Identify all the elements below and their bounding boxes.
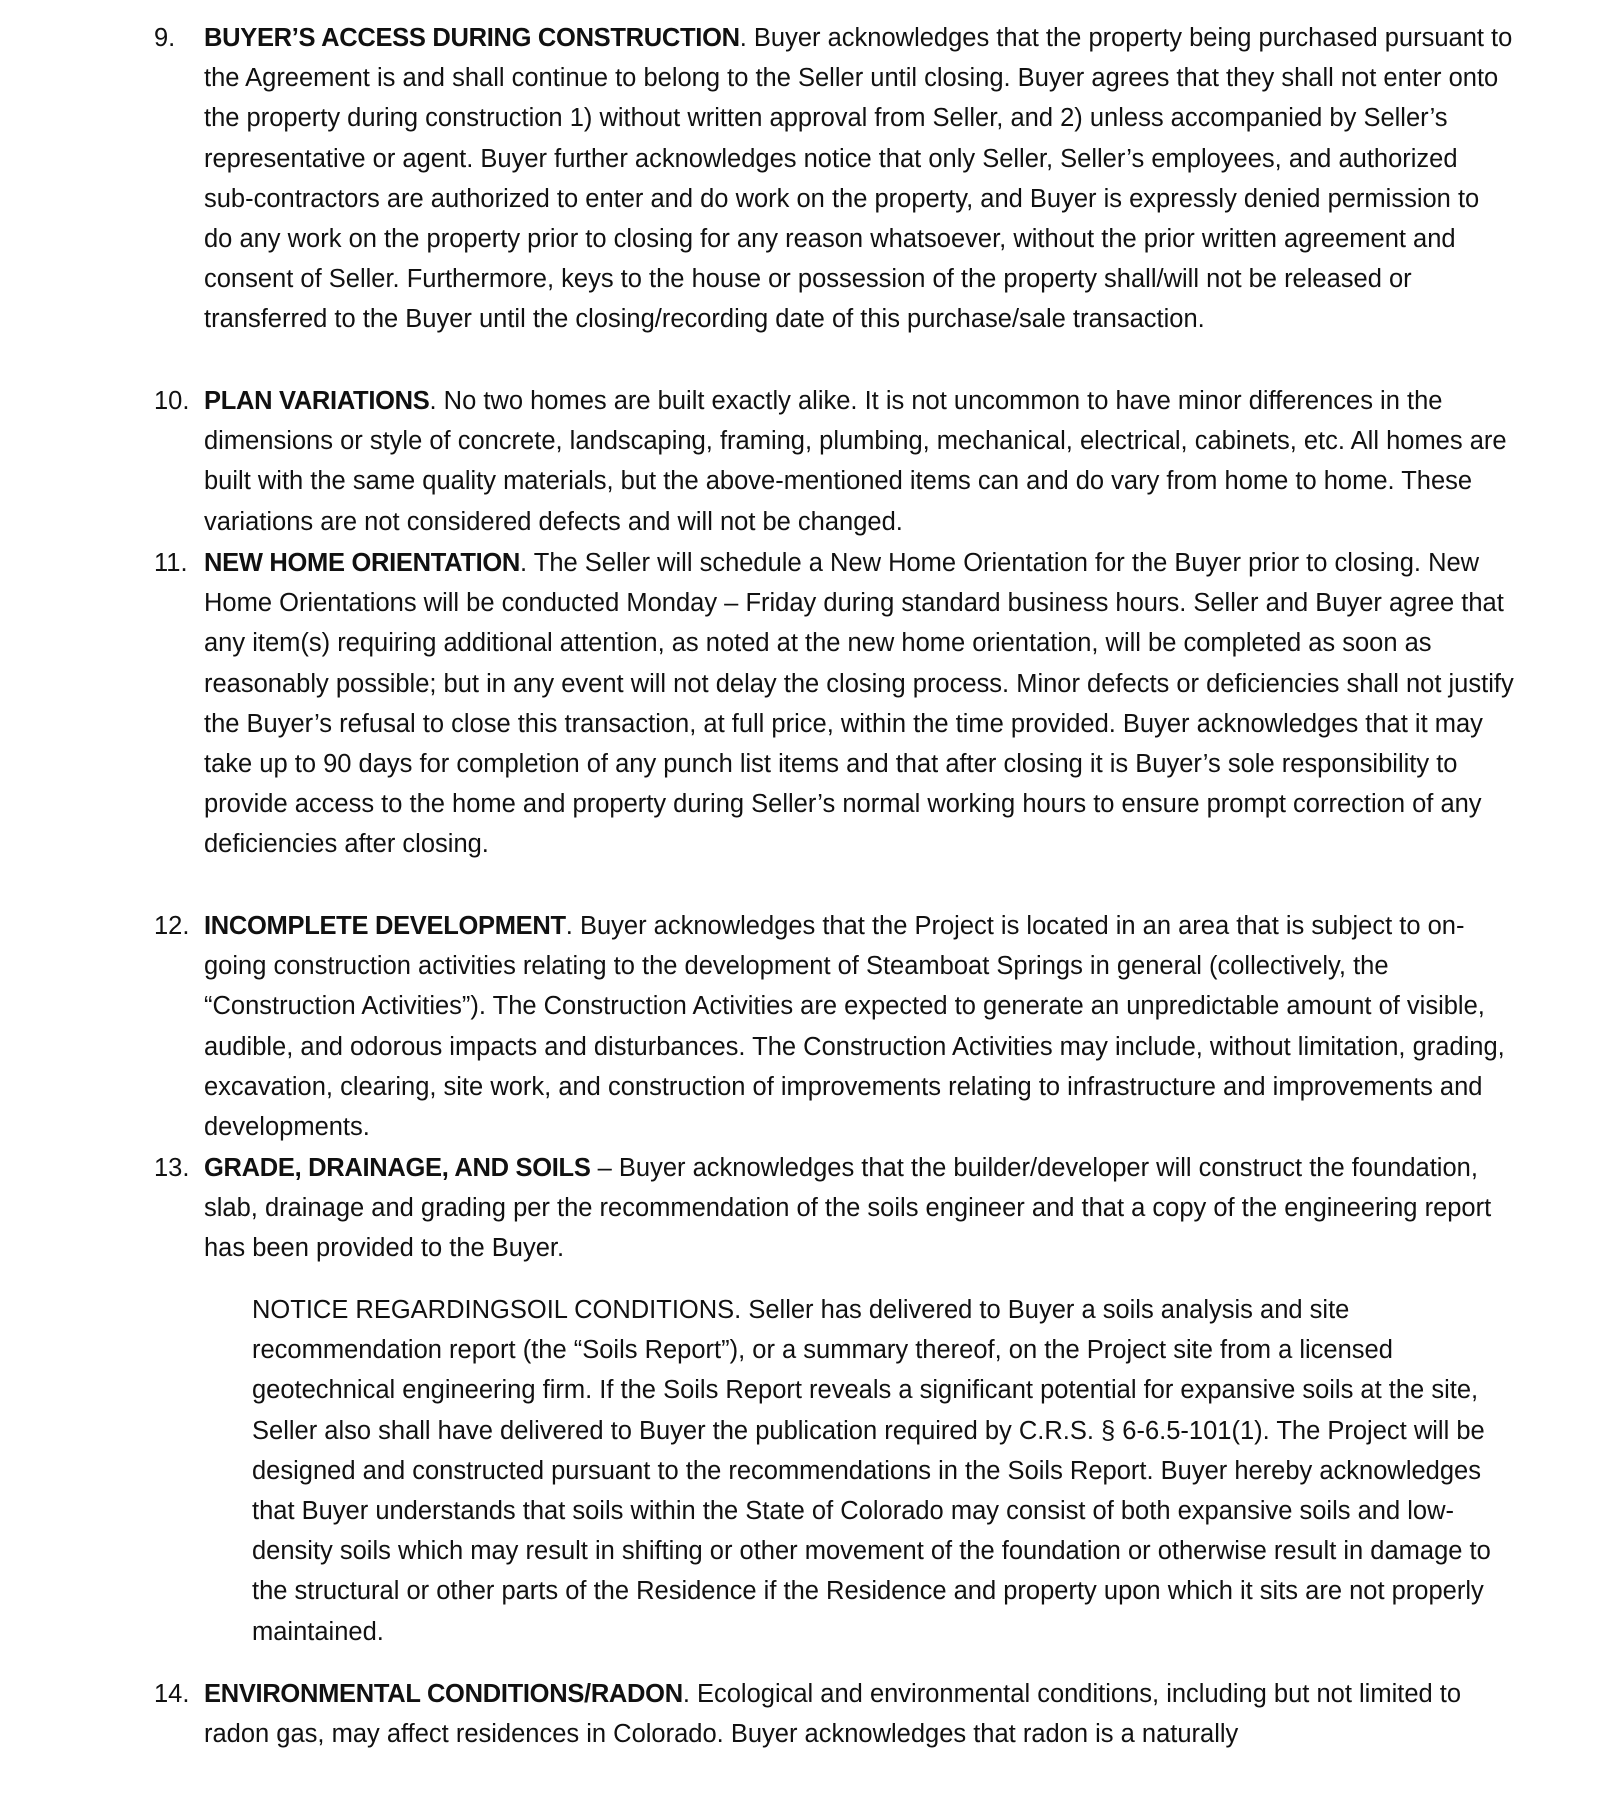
clause-title-separator: – <box>590 1154 612 1182</box>
clause-body <box>204 18 1514 340</box>
clause-text: The Seller will schedule a New Home Orientation for the Buyer prior to closing. New Home Orientations will be conducted Monday – Friday during standard business hours. Seller and Buyer agree that any item(s) requiring additional attention, as noted at the new home orientation, will be completed as soon as reasonably possible; but in any event will not delay the closing process. Minor defects or deficiencies shall not justify the Buyer’s refusal to close this transaction, at full price, within the time provided. Buyer acknowledges that it may take up to 90 days for completion of any punch list items and that after closing it is Buyer’s sole responsibility to provide access to the home and property during Seller’s normal working hours to ensure prompt correction of any deficiencies after closing. <box>204 549 1514 859</box>
clause-title: ENVIRONMENTAL CONDITIONS/RADON <box>204 1680 683 1708</box>
soil-conditions-notice: NOTICE REGARDINGSOIL CONDITIONS. Seller has delivered to Buyer a soils analysis and site recommendation report (the “Soils Report”), or a summary thereof, on the Project site from a licensed geotechnical engineering firm. If the Soils Report reveals a significant potential for expansive soils at the site, Seller also shall have delivered to Buyer the publication required by C.R.S. § 6-6.5-101(1). The Project will be designed and constructed pursuant to the recommendations in the Soils Report. Buyer hereby acknowledges that Buyer understands that soils within the State of Colorado may consist of both expansive soils and low-density soils which may result in shifting or other movement of the foundation or otherwise result in damage to the structural or other parts of the Residence if the Residence and property upon which it sits are not properly maintained. <box>252 1296 1491 1646</box>
clause-9 <box>154 18 1514 340</box>
clause-number: 14. <box>154 1680 190 1708</box>
clause-number: 9. <box>154 24 176 52</box>
clause-number: 13. <box>154 1154 190 1182</box>
clause-body <box>204 381 1514 542</box>
clause-text: Ecological and environmental conditions, including but not limited to radon gas, may affect residences in Colorado. Buyer acknowledges that radon is a naturally <box>204 1680 1462 1749</box>
clause-title: GRADE, DRAINAGE, AND SOILS <box>204 1154 591 1182</box>
clause-body <box>204 1674 1514 1754</box>
clause-number: 10. <box>154 387 190 415</box>
clause-title-separator: . <box>682 1680 690 1708</box>
clause-title: BUYER’S ACCESS DURING CONSTRUCTION <box>204 24 740 52</box>
clause-title-separator: . <box>429 387 437 415</box>
clause-title-separator: . <box>520 549 528 577</box>
clause-13 <box>154 1148 1514 1269</box>
clause-11 <box>154 543 1514 865</box>
clause-number: 12. <box>154 912 190 940</box>
clause-10 <box>154 381 1514 542</box>
clause-text: Buyer acknowledges that the builder/developer will construct the foundation, slab, drainage and grading per the recommendation of the soils engineer and that a copy of the engineering report has been provided to the Buyer. <box>204 1154 1492 1263</box>
clause-body <box>204 906 1514 1147</box>
clause-title: INCOMPLETE DEVELOPMENT <box>204 912 566 940</box>
clause-text: Buyer acknowledges that the property being purchased pursuant to the Agreement is and shall continue to belong to the Seller until closing. Buyer agrees that they shall not enter onto the property during construction 1) without written approval from Seller, and 2) unless accompanied by Seller’s representative or agent. Buyer further acknowledges notice that only Seller, Seller’s employees, and authorized sub-contractors are authorized to enter and do work on the property, and Buyer is expressly denied permission to do any work on the property prior to closing for any reason whatsoever, without the prior written agreement and consent of Seller. Furthermore, keys to the house or possession of the property shall/will not be released or transferred to the Buyer until the closing/recording date of this purchase/sale transaction. <box>204 24 1513 334</box>
clause-text: Buyer acknowledges that the Project is located in an area that is subject to on-going construction activities relating to the development of Steamboat Springs in general (collectively, the “Construction Activities”). The Construction Activities are expected to generate an unpredictable amount of visible, audible, and odorous impacts and disturbances. The Construction Activities may include, without limitation, grading, excavation, clearing, site work, and construction of improvements relating to infrastructure and improvements and developments. <box>204 912 1505 1142</box>
clause-body <box>204 543 1514 865</box>
clause-number: 11. <box>154 549 188 577</box>
clause-title: NEW HOME ORIENTATION <box>204 549 521 577</box>
clause-text: No two homes are built exactly alike. It is not uncommon to have minor differences in the dimensions or style of concrete, landscaping, framing, plumbing, mechanical, electrical, cabinets, etc. All homes are built with the same quality materials, but the above-mentioned items can and do vary from home to home. These variations are not considered defects and will not be changed. <box>204 387 1507 536</box>
clause-title-separator: . <box>739 24 747 52</box>
clause-14 <box>154 1674 1514 1754</box>
clause-12 <box>154 906 1514 1147</box>
clause-body <box>204 1148 1514 1269</box>
clause-title-separator: . <box>565 912 573 940</box>
clause-title: PLAN VARIATIONS <box>204 387 430 415</box>
